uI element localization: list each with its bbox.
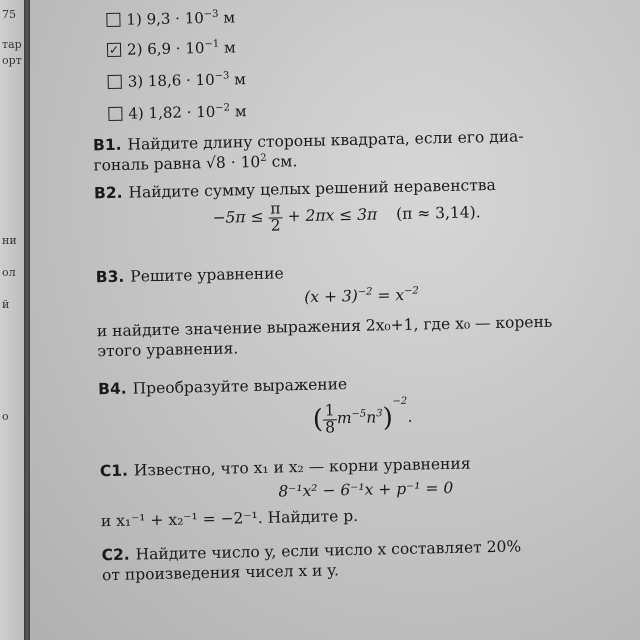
answer-option-4[interactable] <box>108 100 247 125</box>
problem-text: Найдите сумму целых решений неравенства <box>128 175 496 202</box>
left-page-text: й <box>2 298 10 311</box>
answer-option-2[interactable] <box>107 36 236 61</box>
checked-checkbox-icon[interactable] <box>107 43 121 57</box>
problem-text: Найдите число y, если число x составляет 20% <box>135 537 522 564</box>
problem-b3 <box>96 256 636 288</box>
problem-label: В2. <box>93 183 123 203</box>
left-page-text: тар <box>2 38 22 51</box>
problem-b3-continued <box>97 310 638 362</box>
problem-text: Преобразуйте выражение <box>132 375 348 398</box>
option-text: 1) $9,3 \cdot 10^{-3}$ м <box>126 7 236 29</box>
problem-text: Известно, что x₁ и x₂ — корни уравнения <box>133 454 471 480</box>
problem-text: Решите уравнение <box>130 264 284 286</box>
left-page-text: 75 <box>2 8 16 21</box>
inequality-formula: −5π ≤ $\frac{\pi}{2}$ + 2πx ≤ 3π (π ≈ 3,14). <box>212 199 481 235</box>
problem-text: и найдите значение выражения 2x₀+1, где x₀ — корень <box>96 312 553 341</box>
problem-c2 <box>101 534 640 586</box>
checkbox-icon[interactable] <box>108 75 122 89</box>
option-text: 4) $1,82 \cdot 10^{-2}$ м <box>128 101 247 123</box>
problem-text: от произведения чисел x и y. <box>101 561 340 585</box>
check-mark-icon: ✓ <box>108 42 120 57</box>
checkbox-icon[interactable] <box>108 107 122 121</box>
fraction: $\frac{1}{8}$ <box>324 401 336 437</box>
left-page-edge <box>0 0 24 640</box>
problem-text-line2: гональ равна $√8 \cdot 10^2$ см. <box>93 152 298 175</box>
equation-formula: $(x + 3)^{-2} = x^{-2}$ <box>304 285 419 307</box>
problem-label: В3. <box>95 267 125 287</box>
problem-text: Найдите длину стороны квадрата, если его диа- <box>127 127 524 154</box>
problem-b1 <box>93 124 634 176</box>
problem-text: и x₁⁻¹ + x₂⁻¹ = −2⁻¹. Найдите p. <box>100 506 359 531</box>
left-page-text: ол <box>2 266 16 279</box>
expression-formula: ( $\frac{1}{8}$ $m^{-5}n^3)^{-2}$. <box>312 395 413 437</box>
left-page-text: ни <box>2 234 17 247</box>
option-text: 2) $6,9 \cdot 10^{-1}$ м <box>126 37 236 59</box>
fraction: $\frac{\pi}{2}$ <box>270 199 281 235</box>
left-page-text: о <box>2 410 9 423</box>
problem-label: В4. <box>97 379 127 399</box>
problem-c1 <box>100 450 640 482</box>
checkbox-icon[interactable] <box>106 13 120 27</box>
left-page-text: орт <box>2 54 22 67</box>
problem-text: этого уравнения. <box>97 339 239 361</box>
problem-label: С2. <box>101 545 130 565</box>
option-text: 3) $18,6 \cdot 10^{-3}$ м <box>127 69 247 91</box>
answer-option-1[interactable] <box>106 6 235 31</box>
problem-c1-continued <box>101 500 640 532</box>
problem-label: В1. <box>92 135 122 155</box>
answer-option-3[interactable] <box>107 68 246 93</box>
quadratic-equation: 8⁻¹x² − 6⁻¹x + p⁻¹ = 0 <box>278 478 454 501</box>
textbook-page <box>30 0 640 640</box>
problem-label: С1. <box>99 461 129 481</box>
